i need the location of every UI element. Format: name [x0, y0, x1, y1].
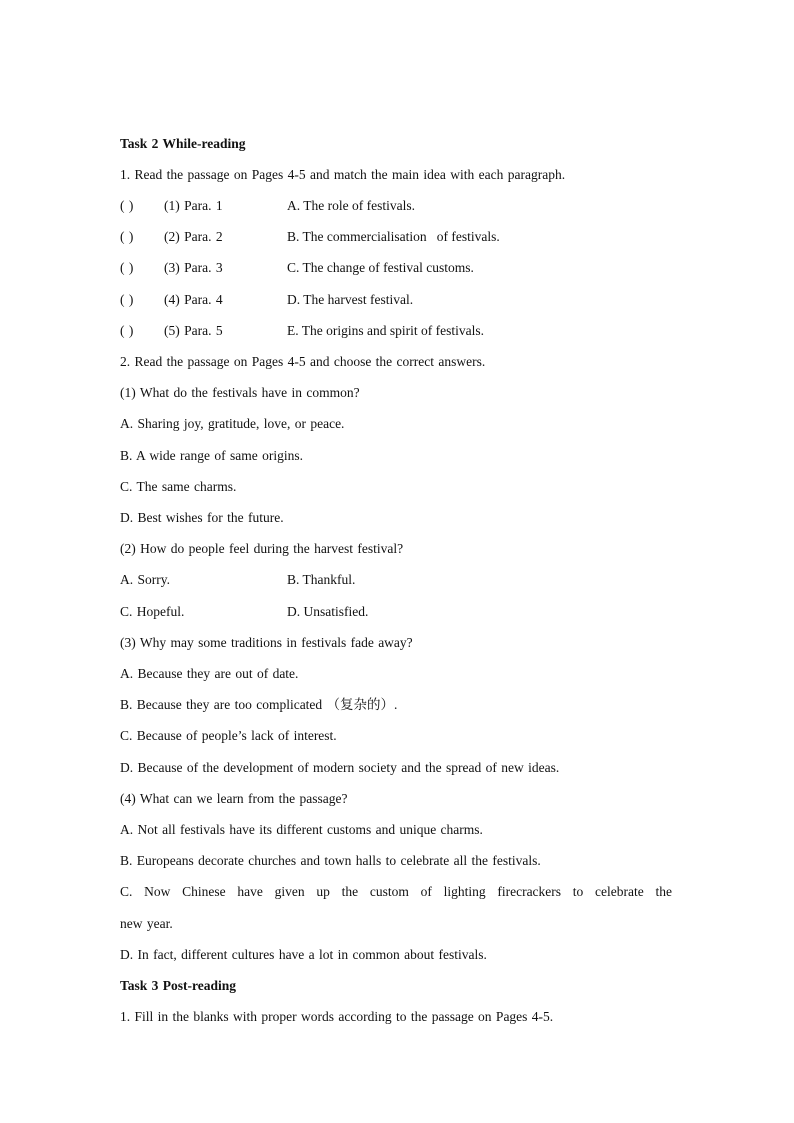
option-continuation: new year.	[120, 916, 173, 931]
option[interactable]: B. A wide range of same origins.	[120, 448, 303, 463]
q2-instruction: 2. Read the passage on Pages 4-5 and choose the correct answers.	[120, 354, 486, 369]
question-4: (4) What can we learn from the passage?	[120, 791, 348, 806]
option[interactable]: A. Sorry.	[120, 572, 170, 587]
option[interactable]: C. Hopeful.	[120, 604, 185, 619]
option[interactable]: C. The same charms.	[120, 479, 237, 494]
task3-heading: Task 3 Post-reading	[120, 978, 237, 993]
task2-heading: Task 2 While-reading	[120, 136, 246, 151]
answer-blank[interactable]: ( )	[120, 260, 134, 275]
option[interactable]: D. Unsatisfied.	[287, 604, 369, 619]
option[interactable]: B. Europeans decorate churches and town halls to celebrate all the festivals.	[120, 853, 541, 868]
option[interactable]: B. Thankful.	[287, 572, 356, 587]
q1-instruction: 1. Read the passage on Pages 4-5 and match the main idea with each paragraph.	[120, 167, 566, 182]
task3-instruction: 1. Fill in the blanks with proper words according to the passage on Pages 4-5.	[120, 1009, 554, 1024]
main-idea: A. The role of festivals.	[287, 198, 415, 213]
option[interactable]: D. Because of the development of modern society and the spread of new ideas.	[120, 760, 560, 775]
option[interactable]: A. Because they are out of date.	[120, 666, 299, 681]
para-label: (3) Para. 3	[164, 260, 223, 275]
para-label: (1) Para. 1	[164, 198, 223, 213]
para-label: (5) Para. 5	[164, 323, 223, 338]
match-row	[120, 229, 223, 245]
match-row	[120, 198, 223, 214]
main-idea: B. The commercialisation of festivals.	[287, 229, 500, 244]
match-row	[120, 323, 223, 339]
option[interactable]: C. Now Chinese have given up the custom of lighting firecrackers to celebrate the	[120, 884, 672, 899]
answer-blank[interactable]: ( )	[120, 198, 134, 213]
main-idea: D. The harvest festival.	[287, 292, 414, 307]
main-idea: E. The origins and spirit of festivals.	[287, 323, 484, 338]
question-2: (2) How do people feel during the harvest festival?	[120, 541, 404, 556]
option[interactable]: D. In fact, different cultures have a lot in common about festivals.	[120, 947, 487, 962]
answer-blank[interactable]: ( )	[120, 292, 134, 307]
option[interactable]: A. Not all festivals have its different customs and unique charms.	[120, 822, 483, 837]
option[interactable]: D. Best wishes for the future.	[120, 510, 284, 525]
answer-blank[interactable]: ( )	[120, 323, 134, 338]
answer-blank[interactable]: ( )	[120, 229, 134, 244]
para-label: (4) Para. 4	[164, 292, 223, 307]
question-1: (1) What do the festivals have in common?	[120, 385, 360, 400]
question-3: (3) Why may some traditions in festivals fade away?	[120, 635, 413, 650]
main-idea: C. The change of festival customs.	[287, 260, 474, 275]
option[interactable]: B. Because they are too complicated （复杂的）.	[120, 697, 398, 712]
option[interactable]: A. Sharing joy, gratitude, love, or peace.	[120, 416, 345, 431]
match-row	[120, 292, 223, 308]
para-label: (2) Para. 2	[164, 229, 223, 244]
match-row	[120, 260, 223, 276]
option[interactable]: C. Because of people’s lack of interest.	[120, 728, 337, 743]
